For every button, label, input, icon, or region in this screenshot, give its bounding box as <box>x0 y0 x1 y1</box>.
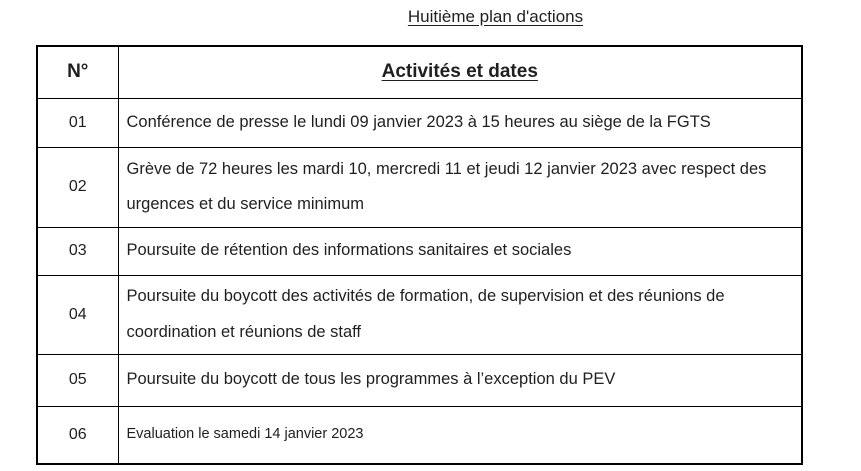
header-number: N° <box>37 46 118 98</box>
row-number: 01 <box>37 98 118 147</box>
row-number: 02 <box>37 147 118 227</box>
table-row <box>37 227 802 275</box>
row-number: 06 <box>37 406 118 464</box>
table-row <box>37 354 802 406</box>
table-row <box>37 98 802 147</box>
row-activity: Poursuite du boycott des activités de formation, de supervision et des réunions de coordination et réunions de staff <box>118 275 802 354</box>
row-activity: Evaluation le samedi 14 janvier 2023 <box>118 406 802 464</box>
row-activity: Poursuite du boycott de tous les programmes à l’exception du PEV <box>118 354 802 406</box>
row-activity: Grève de 72 heures les mardi 10, mercredi 11 et jeudi 12 janvier 2023 avec respect des urgences et du service minimum <box>118 147 802 227</box>
header-activities-label: Activités et dates <box>381 61 538 83</box>
row-number: 04 <box>37 275 118 354</box>
header-activities-cell <box>118 46 802 98</box>
actions-table <box>36 45 803 465</box>
table-row <box>37 406 802 464</box>
document-title <box>130 7 861 27</box>
table-row <box>37 147 802 227</box>
document-title-text: Huitième plan d'actions <box>407 7 584 26</box>
table-row <box>37 275 802 354</box>
row-activity: Poursuite de rétention des informations sanitaires et sociales <box>118 227 802 275</box>
row-number: 03 <box>37 227 118 275</box>
table-header-row <box>37 46 802 98</box>
row-number: 05 <box>37 354 118 406</box>
row-activity: Conférence de presse le lundi 09 janvier 2023 à 15 heures au siège de la FGTS <box>118 98 802 147</box>
